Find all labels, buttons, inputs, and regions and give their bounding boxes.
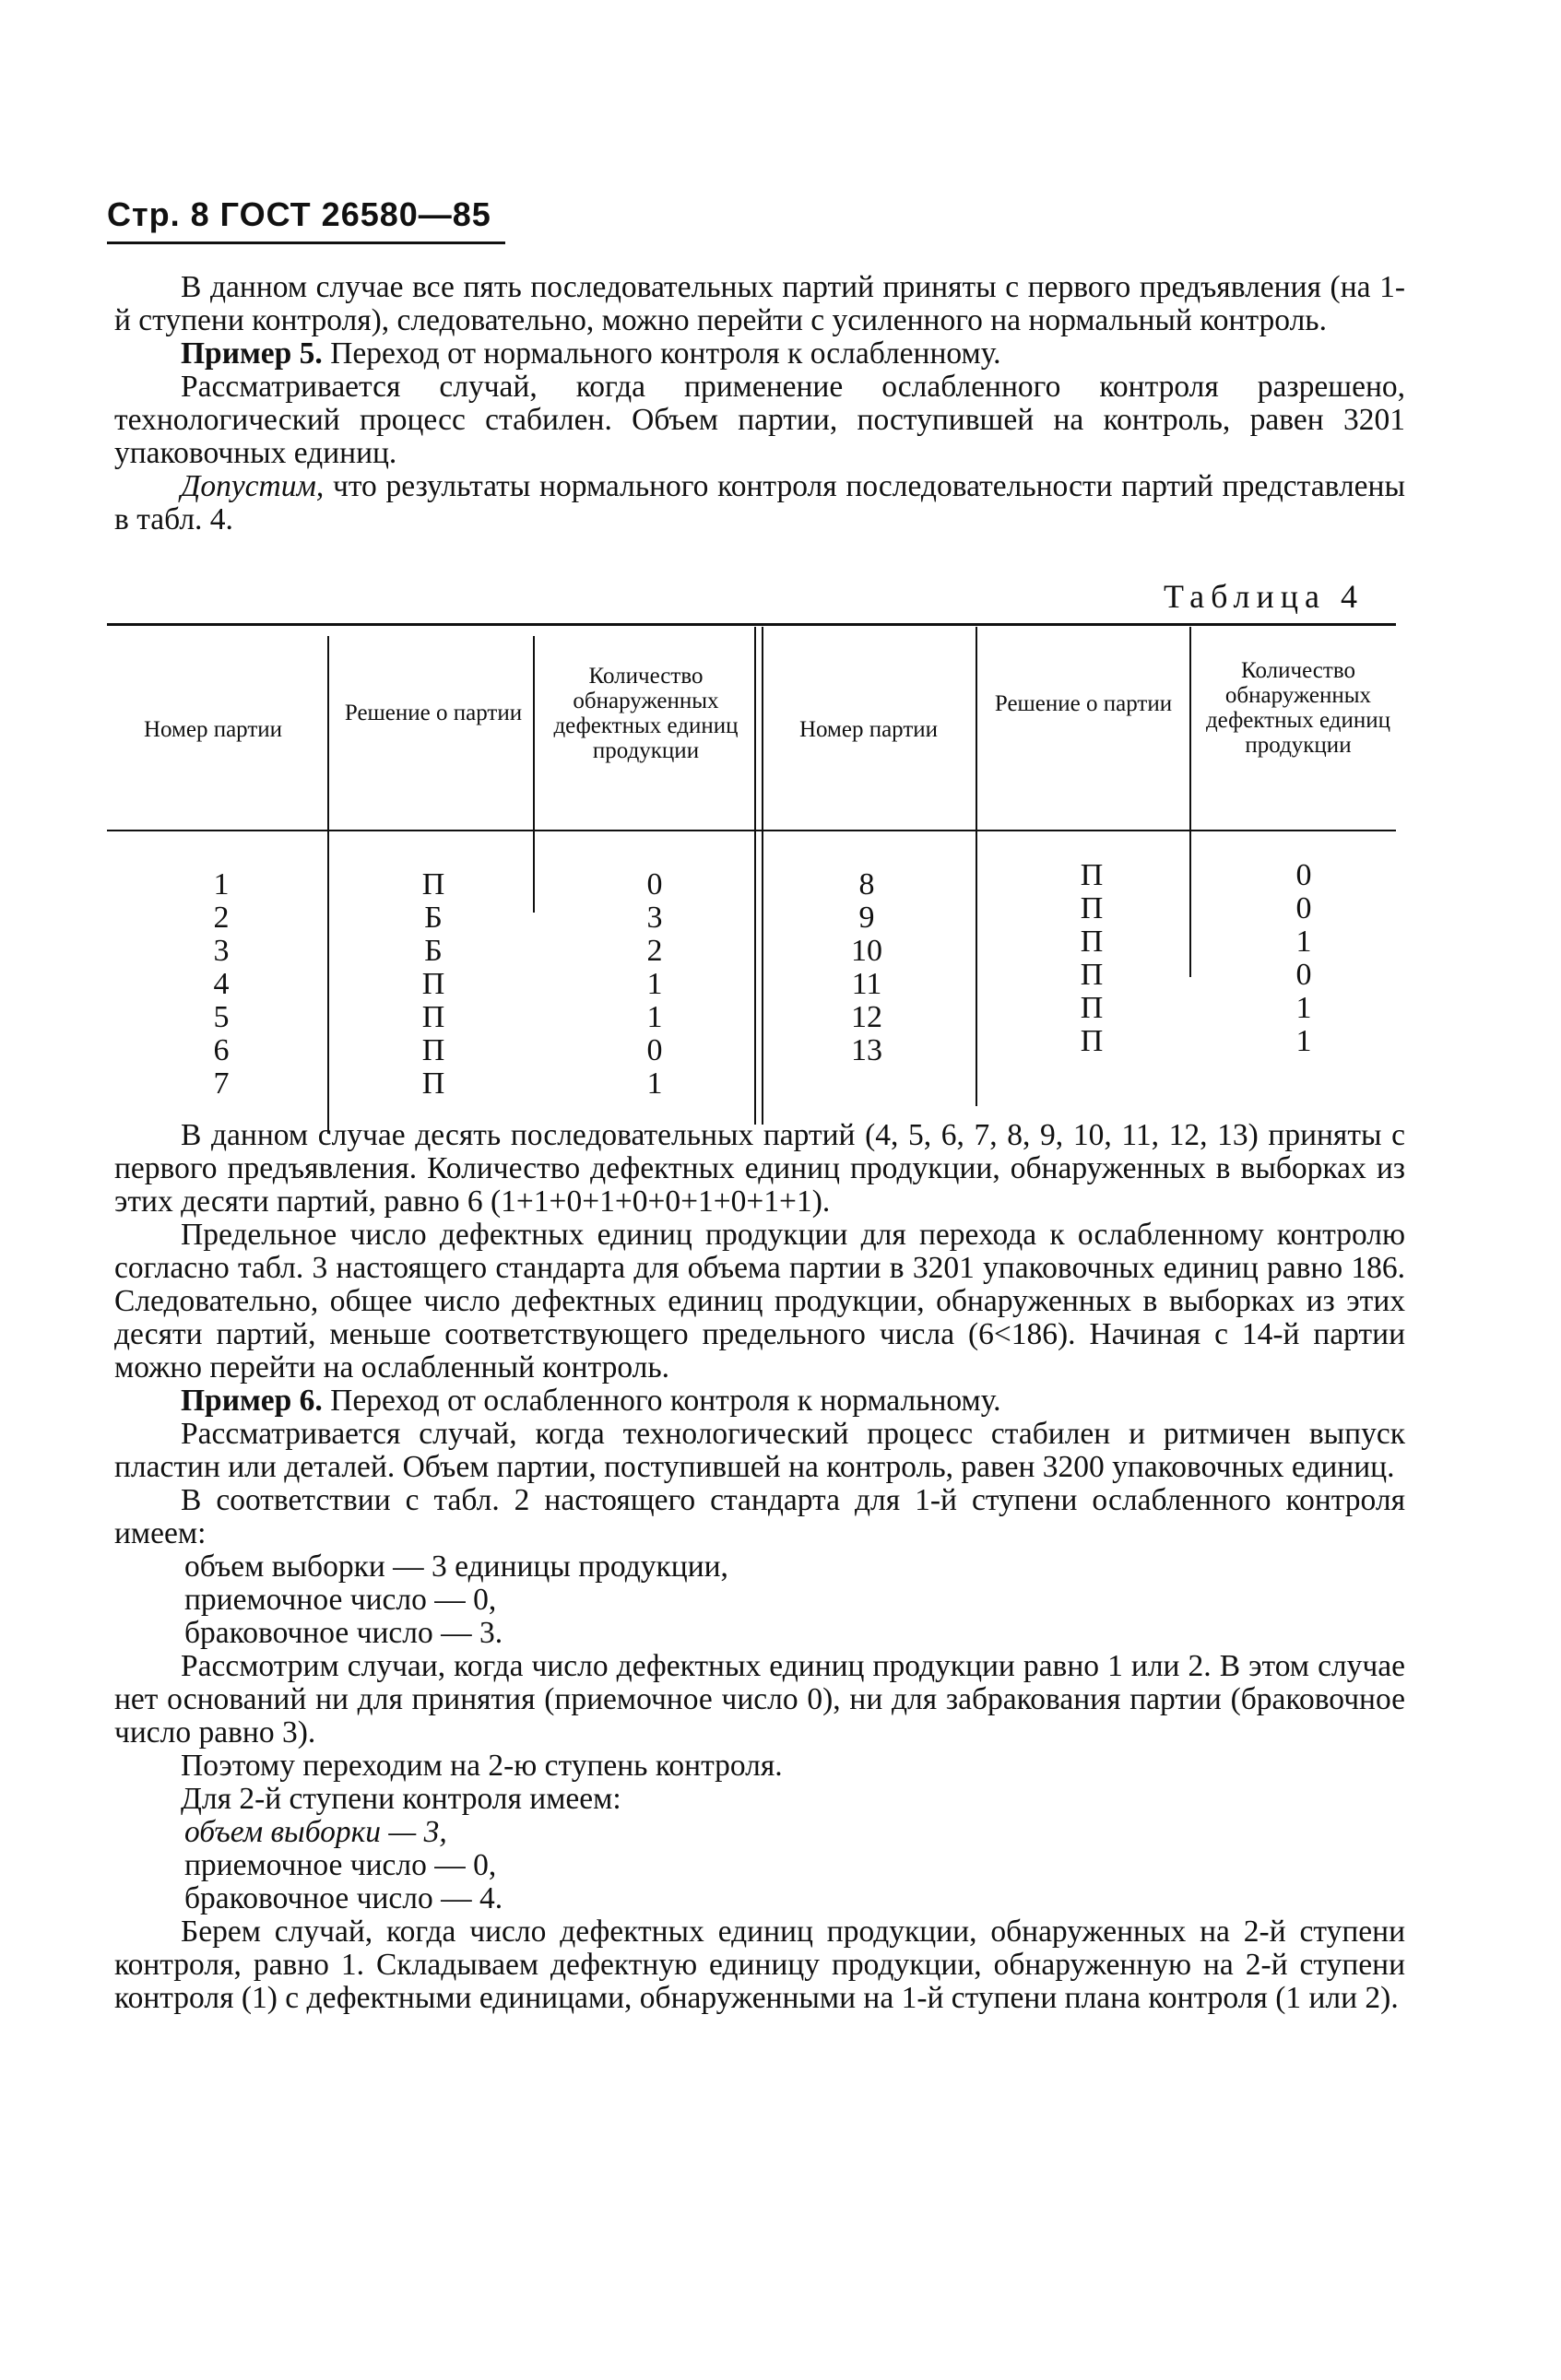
paragraph: Для 2-й ступени контроля имеем:	[181, 1782, 621, 1816]
table-column-divider	[533, 636, 535, 913]
paragraph: В данном случае десять последовательных партий (4, 5, 6, 7, 8, 9, 10, 11, 12, 13) приняты с первого предъявления. Количество дефектных единиц продукции, обнаруженных в выборках из этих десяти партий, равно 6 (1+1+0+1+0+0+1+0+1+1).	[114, 1118, 1405, 1219]
table-cell: П	[421, 1033, 445, 1067]
example-title: Переход от нормального контроля к ослабленному.	[322, 336, 1001, 371]
table-column-right-decisions	[1055, 859, 1129, 1058]
table-cell: 13	[851, 1033, 882, 1067]
table-column-divider	[754, 627, 756, 1125]
table-cell: 0	[1295, 858, 1312, 892]
table-cell: 1	[646, 967, 663, 1001]
table-cell: 0	[646, 867, 663, 901]
table-header-cell: Количество обнаруженных дефектных единиц продукции	[553, 664, 739, 763]
table-cell: 2	[646, 934, 663, 968]
table-column-divider	[976, 627, 977, 1106]
table-header-cell: Решение о партии	[994, 691, 1173, 716]
table-cell: П	[1080, 858, 1104, 892]
table-cell: 4	[213, 967, 230, 1001]
table-cell: 1	[1295, 991, 1312, 1025]
table-top-rule	[107, 623, 1396, 626]
paragraph: Рассмотрим случаи, когда число дефектных единиц продукции равно 1 или 2. В этом случае нет оснований ни для принятия (приемочное число 0), ни для забракования партии (браковочное число равно 3).	[114, 1649, 1405, 1750]
table-cell: П	[1080, 1024, 1104, 1058]
table-cell: Б	[424, 934, 443, 968]
table-cell: 0	[1295, 958, 1312, 992]
table-cell: П	[1080, 991, 1104, 1025]
table-column-left-decisions	[396, 868, 470, 1101]
table-column-right-numbers	[830, 868, 904, 1067]
example-5-heading	[114, 337, 1405, 371]
list-item: приемочное число — 0,	[184, 1583, 497, 1617]
table-cell: 1	[1295, 925, 1312, 959]
page-header: Стр. 8 ГОСТ 26580—85	[107, 195, 491, 233]
paragraph	[114, 470, 1405, 536]
italic-word: Допустим,	[181, 469, 325, 503]
table-header-rule	[107, 830, 1396, 831]
table-cell: 7	[213, 1066, 230, 1101]
example-label: Пример 5.	[181, 336, 323, 371]
table-cell: 6	[213, 1033, 230, 1067]
paragraph: Рассматривается случай, когда технологический процесс стабилен и ритмичен выпуск пластин или деталей. Объем партии, поступившей на контроль, равен 3200 упаковочных единиц.	[114, 1417, 1405, 1484]
paragraph: Рассматривается случай, когда применение ослабленного контроля разрешено, технологический процесс стабилен. Объем партии, поступившей на контроль, равен 3201 упаковочных единиц.	[114, 370, 1405, 470]
table-cell: 1	[646, 1000, 663, 1034]
table-cell: П	[421, 867, 445, 901]
table-column-divider	[327, 636, 329, 1134]
paragraph: Предельное число дефектных единиц продукции для перехода к ослабленному контролю согласно табл. 3 настоящего стандарта для объема партии в 3201 упаковочных единиц равно 186. Следовательно, общее число дефектных единиц продукции, обнаруженных в выборках из этих десяти партий, меньше соответствующего предельного числа (6<186). Начиная с 14-й партии можно перейти на ослабленный контроль.	[114, 1218, 1405, 1384]
table-column-divider	[762, 627, 763, 1125]
table-cell: П	[1080, 925, 1104, 959]
table-cell: П	[421, 1066, 445, 1101]
table-column-left-numbers	[184, 868, 258, 1101]
body-text	[114, 1119, 1405, 2015]
table-cell: П	[421, 1000, 445, 1034]
table-cell: 11	[851, 967, 882, 1001]
table-header-cell: Решение о партии	[344, 701, 523, 725]
table-cell: 0	[1295, 891, 1312, 925]
example-title: Переход от ослабленного контроля к нормальному.	[322, 1384, 1001, 1418]
table-header-cell: Номер партии	[143, 717, 283, 742]
table-column-divider	[1189, 627, 1191, 977]
table-cell: 3	[646, 901, 663, 935]
table-cell: Б	[424, 901, 443, 935]
list-item: объем выборки — 3 единицы продукции,	[184, 1549, 728, 1584]
table-cell: 10	[851, 934, 882, 968]
table-cell: П	[1080, 958, 1104, 992]
table-cell: 1	[213, 867, 230, 901]
table-cell: 3	[213, 934, 230, 968]
paragraph: В соответствии с табл. 2 настоящего стандарта для 1-й ступени ослабленного контроля имеем:	[114, 1483, 1405, 1550]
table-cell: 1	[646, 1066, 663, 1101]
table-column-left-defects	[618, 868, 692, 1101]
table-cell: 1	[1295, 1024, 1312, 1058]
header-rule	[107, 242, 505, 244]
list-item: браковочное число — 3.	[184, 1616, 503, 1650]
list-item: объем выборки — 3,	[184, 1815, 447, 1849]
table-header-cell: Номер партии	[798, 717, 939, 742]
table-cell: 8	[858, 867, 875, 901]
table-header-cell: Количество обнаруженных дефектных единиц продукции	[1205, 658, 1391, 758]
example-6-heading	[114, 1384, 1405, 1418]
paragraph-text: что результаты нормального контроля последовательности партий представлены в табл. 4.	[114, 469, 1405, 536]
table-caption: Таблица 4	[1164, 578, 1364, 615]
paragraph: В данном случае все пять последовательных партий приняты с первого предъявления (на 1-й ступени контроля), следовательно, можно перейти с усиленного на нормальный контроль.	[114, 270, 1405, 337]
paragraph: Берем случай, когда число дефектных единиц продукции, обнаруженных на 2-й ступени контроля, равно 1. Складываем дефектную единицу продукции, обнаруженную на 2-й ступени контроля (1) с дефектными единицами, обнаруженными на 1-й ступени плана контроля (1 или 2).	[114, 1915, 1405, 2015]
table-cell: 2	[213, 901, 230, 935]
example-label: Пример 6.	[181, 1384, 323, 1418]
table-cell: П	[1080, 891, 1104, 925]
table-cell: 5	[213, 1000, 230, 1034]
paragraph: Поэтому переходим на 2-ю ступень контроля.	[181, 1749, 783, 1783]
table-cell: П	[421, 967, 445, 1001]
table-column-right-defects	[1267, 859, 1341, 1058]
list-item: браковочное число — 4.	[184, 1881, 503, 1915]
table-cell: 12	[851, 1000, 882, 1034]
table-cell: 0	[646, 1033, 663, 1067]
list-item: приемочное число — 0,	[184, 1848, 497, 1882]
intro-text	[114, 271, 1405, 536]
table-cell: 9	[858, 901, 875, 935]
